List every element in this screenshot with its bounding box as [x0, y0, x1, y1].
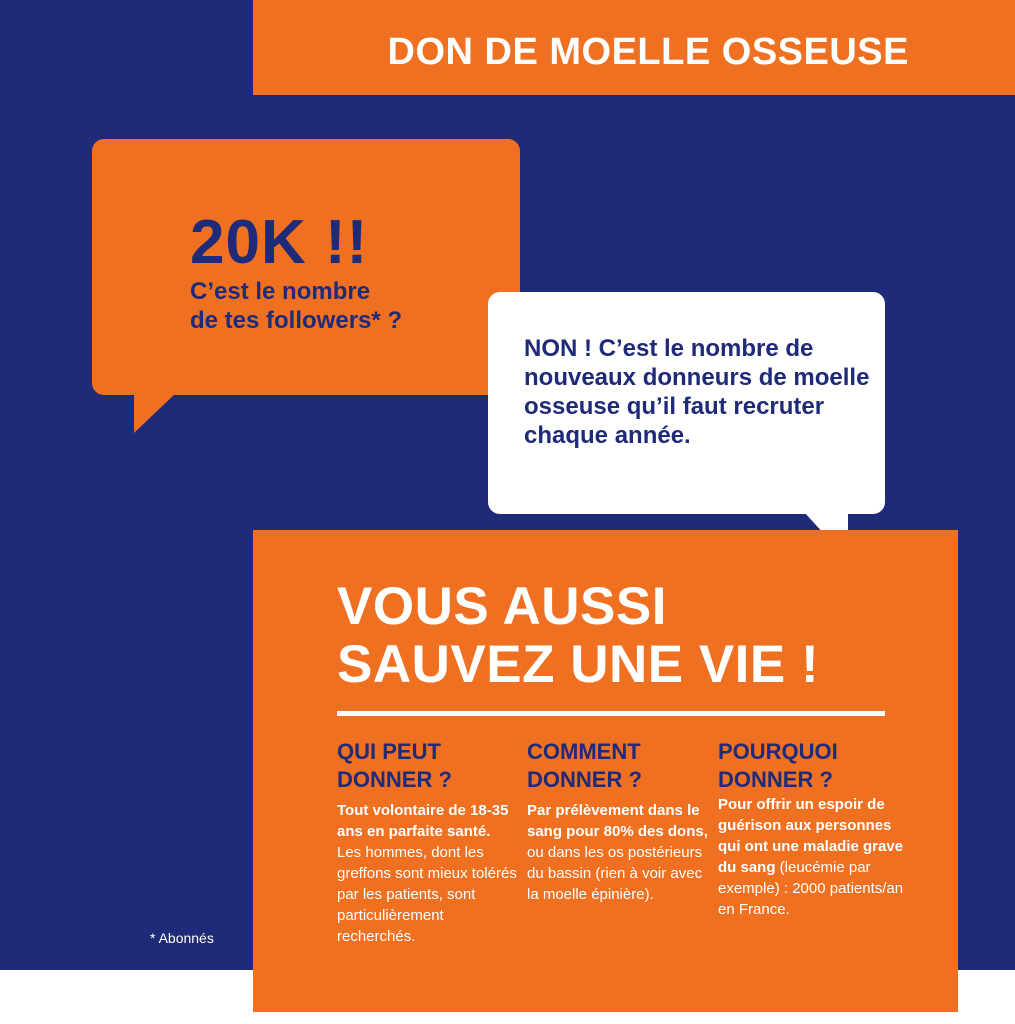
- question-text: [190, 277, 510, 335]
- column-regular-text: (leucémie par exemple) : 2000 patients/an en France.: [718, 859, 904, 918]
- column-title: [718, 738, 918, 794]
- column-title-line-1: POURQUOI: [718, 739, 838, 764]
- question-line-1: C’est le nombre: [190, 278, 371, 305]
- footnote: * Abonnés: [150, 930, 214, 946]
- headline: [337, 578, 937, 694]
- column-bold-text: Par prélèvement dans le sang pour 80% des dons,: [527, 802, 708, 840]
- banner-title: DON DE MOELLE OSSEUSE: [387, 31, 909, 73]
- big-number: 20K !!: [190, 208, 369, 277]
- title-banner: [253, 0, 1015, 95]
- answer-speech-bubble: [488, 292, 885, 514]
- column-regular-text: Les hommes, dont les greffons sont mieux tolérés par les patients, sont particulièrement recherchés.: [337, 844, 517, 945]
- column-title-line-2: DONNER ?: [527, 767, 642, 792]
- column-title-line-2: DONNER ?: [337, 767, 452, 792]
- column-title: [337, 738, 523, 794]
- column-title: [527, 738, 713, 794]
- question-bubble-tail: [134, 393, 176, 433]
- question-speech-bubble: [92, 139, 520, 395]
- column-why: [718, 738, 918, 920]
- column-who: [337, 738, 523, 947]
- column-bold-text: Tout volontaire de 18-35 ans en parfaite santé.: [337, 802, 509, 840]
- answer-text: NON ! C’est le nombre de nouveaux donneurs de moelle osseuse qu’il faut recruter chaque année.: [524, 335, 870, 449]
- headline-line-1: VOUS AUSSI: [337, 577, 667, 636]
- column-title-line-1: COMMENT: [527, 739, 641, 764]
- main-panel: [253, 530, 958, 1012]
- question-line-2: de tes followers* ?: [190, 307, 403, 334]
- column-how: [527, 738, 713, 905]
- divider-rule: [337, 711, 885, 716]
- column-title-line-1: QUI PEUT: [337, 739, 441, 764]
- headline-line-2: SAUVEZ UNE VIE !: [337, 635, 820, 694]
- column-regular-text: ou dans les os postérieurs du bassin (rien à voir avec la moelle épinière).: [527, 844, 703, 903]
- column-bold-text: Pour offrir un espoir de guérison aux personnes qui ont une maladie grave du sang: [718, 796, 904, 876]
- column-title-line-2: DONNER ?: [718, 767, 833, 792]
